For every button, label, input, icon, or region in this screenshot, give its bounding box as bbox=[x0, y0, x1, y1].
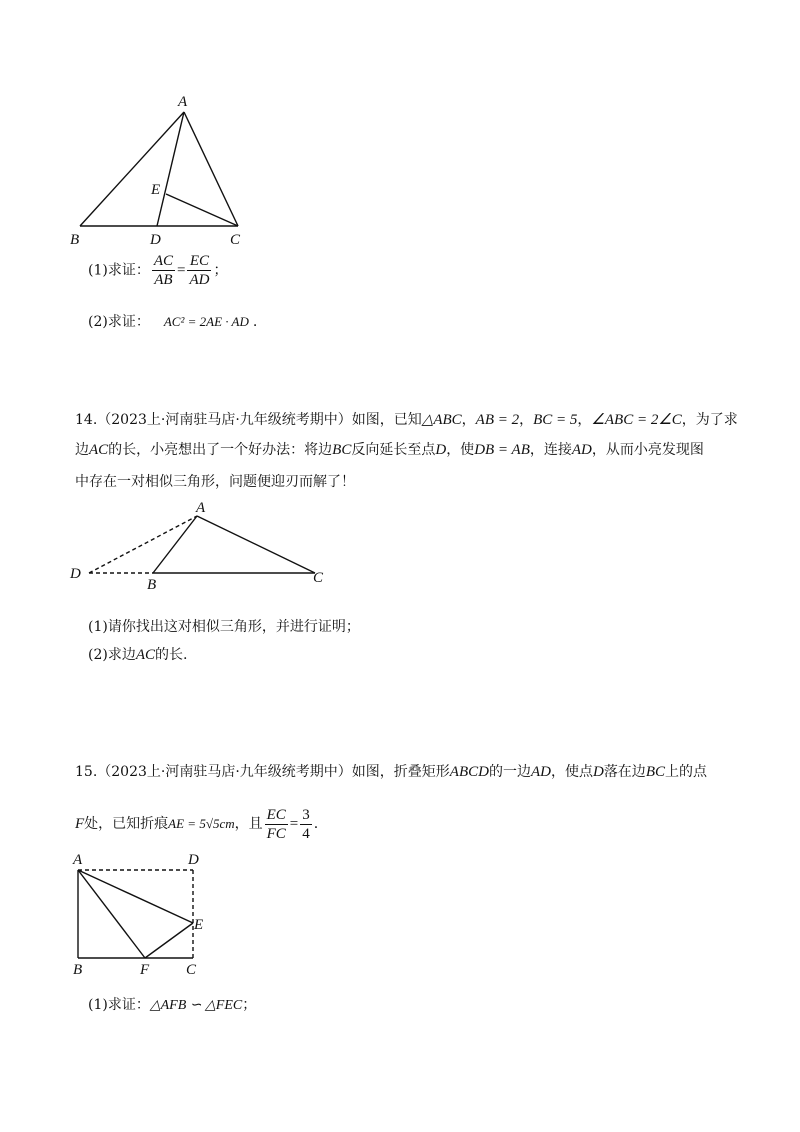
q2-prefix: (2)求证： bbox=[88, 314, 150, 330]
label-f: F bbox=[140, 962, 150, 978]
label-d: D bbox=[150, 232, 161, 248]
label-b: B bbox=[73, 962, 83, 978]
problem-15-line-2: F处，已知折痕AE = 5√5cm，且 $\frac{EC}{FC}$ = $\frac{3}{4}$ . bbox=[75, 806, 319, 842]
problem-14-q2: (2)求边AC的长. bbox=[88, 647, 188, 663]
label-e: E bbox=[151, 182, 161, 198]
problem-14-source: （2023上·河南驻马店·九年级统考期中） bbox=[97, 412, 352, 428]
problem-14-number: 14. bbox=[75, 412, 98, 428]
label-b: B bbox=[147, 577, 157, 592]
fraction-3-4: $\frac{3}{4}$ bbox=[302, 806, 310, 842]
problem-15-number: 15. bbox=[75, 764, 98, 780]
problem-15 bbox=[75, 762, 735, 852]
label-e: E bbox=[194, 917, 204, 933]
problem-15-source: （2023上·河南驻马店·九年级统考期中） bbox=[97, 764, 352, 780]
label-c: C bbox=[230, 232, 241, 248]
label-b: B bbox=[70, 232, 80, 248]
q2-expression: AC² = 2AE · AD bbox=[163, 314, 249, 329]
label-a: A bbox=[196, 500, 206, 516]
problem-14-line-2: 边AC的长，小亮想出了一个好办法：将边BC反向延长至点D，使DB = AB，连接AD，从而小亮发现图 bbox=[75, 442, 704, 458]
problem-14-line-1: 14.（2023上·河南驻马店·九年级统考期中）如图，已知△ABC，AB = 2，BC = 5，∠ABC = 2∠C，为了求 bbox=[75, 412, 738, 428]
figure-15-rectangle bbox=[65, 848, 225, 980]
q1-prefix: (1)求证： bbox=[88, 262, 150, 279]
problem-14-line-3: 中存在一对相似三角形，问题便迎刃而解了！ bbox=[75, 474, 355, 490]
label-c: C bbox=[186, 962, 197, 978]
label-c: C bbox=[313, 570, 324, 586]
fraction-ac-ab: $\frac{AC}{AB}$ bbox=[153, 253, 174, 288]
problem-14 bbox=[75, 410, 738, 500]
label-d: D bbox=[70, 566, 81, 582]
fraction-ec-fc: $\frac{EC}{FC}$ bbox=[266, 806, 286, 842]
figure-13-triangle bbox=[60, 90, 280, 250]
problem-14-q1: (1)请你找出这对相似三角形，并进行证明； bbox=[88, 619, 360, 635]
problem-13-q1: (1)求证： $\frac{AC}{AB}$ = $\frac{EC}{AD}$ ； bbox=[88, 253, 228, 288]
q1-expression: △AFB ∽ △FEC bbox=[149, 998, 243, 1013]
label-a: A bbox=[178, 94, 188, 110]
figure-14-triangle bbox=[65, 500, 345, 592]
problem-15-q1: (1)求证：△AFB ∽ △FEC； bbox=[88, 997, 257, 1013]
label-d: D bbox=[188, 852, 199, 868]
problem-13-q2: (2)求证： AC² = 2AE · AD . bbox=[88, 314, 258, 330]
label-a: A bbox=[73, 852, 83, 868]
fraction-ec-ad: $\frac{EC}{AD}$ bbox=[189, 253, 210, 288]
problem-15-line-1: 15.（2023上·河南驻马店·九年级统考期中）如图，折叠矩形ABCD的一边AD，使点D落在边BC上的点 bbox=[75, 764, 707, 780]
